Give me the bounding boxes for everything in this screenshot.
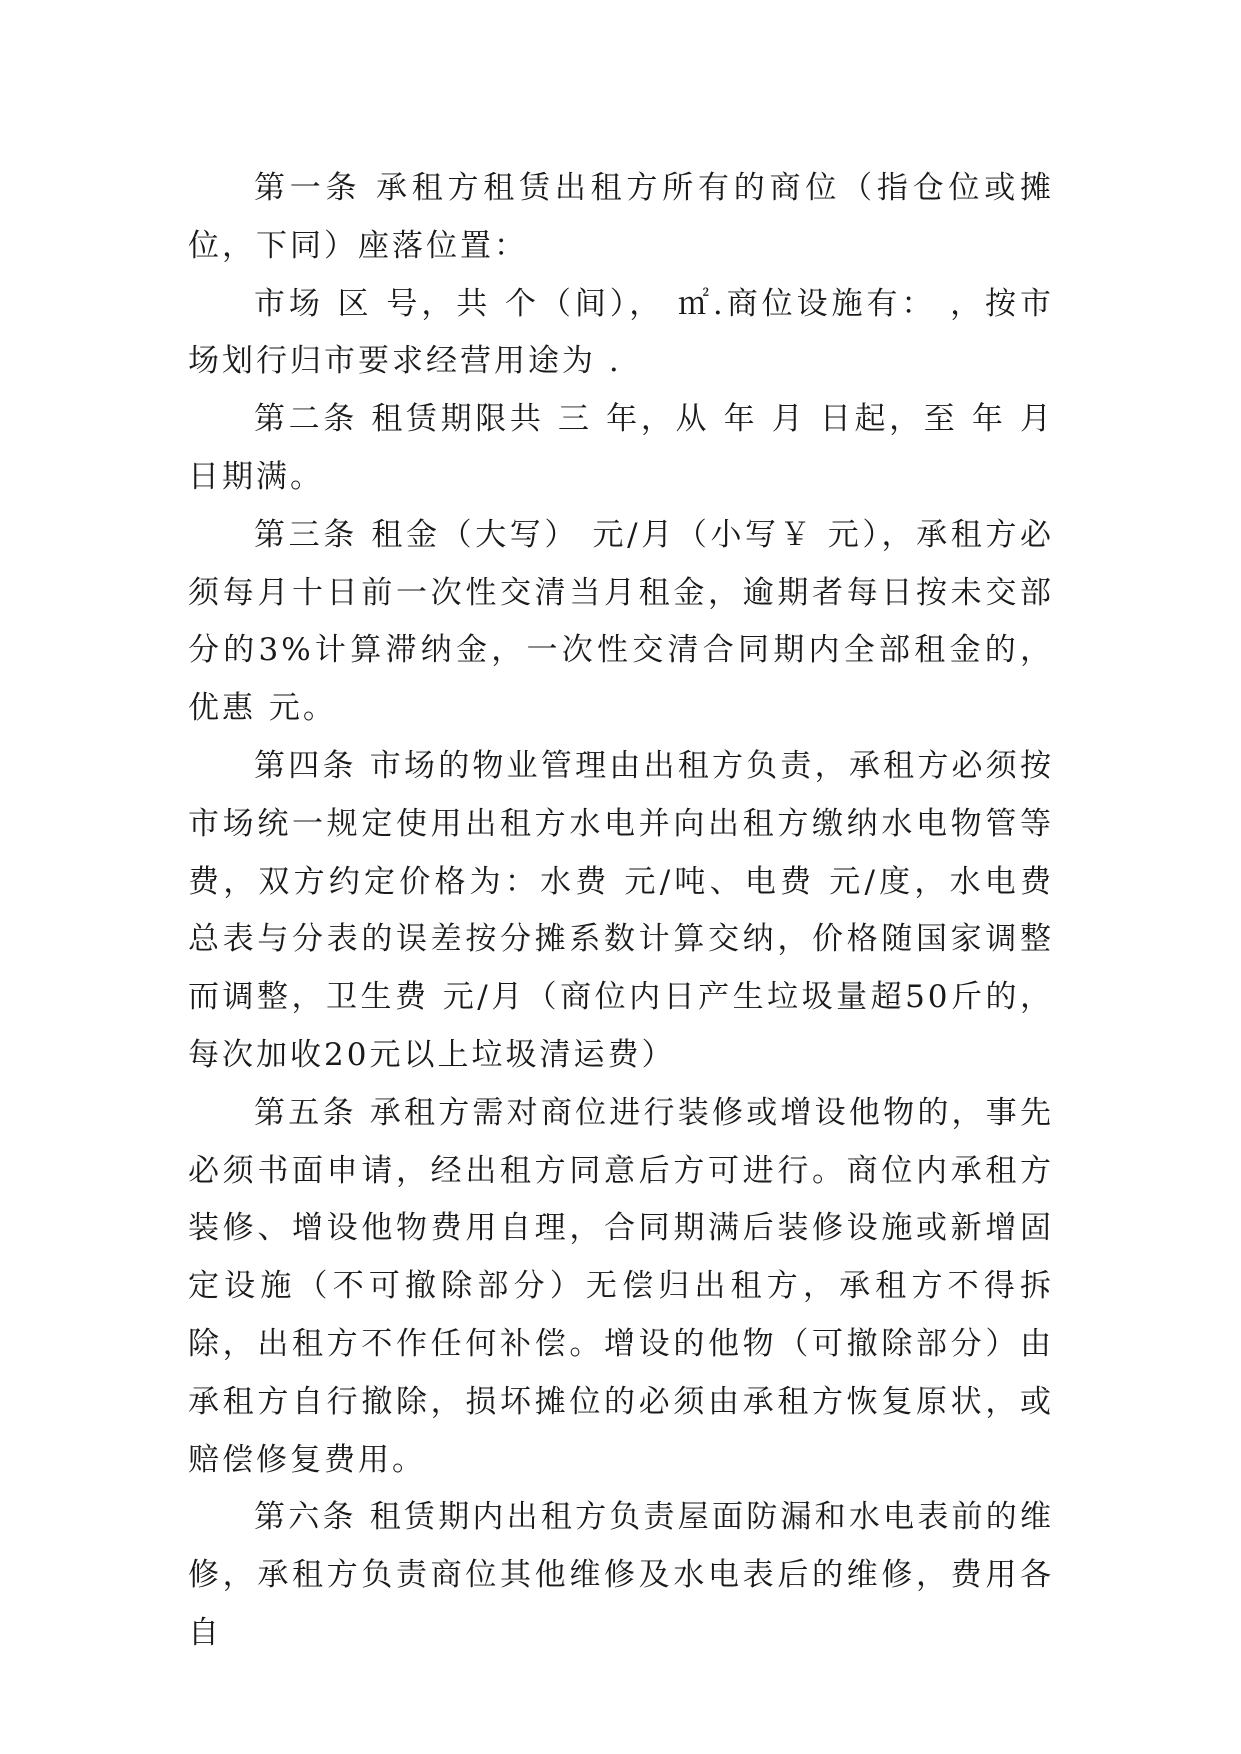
article-4-paragraph: 第四条 市场的物业管理由出租方负责，承租方必须按市场统一规定使用出租方水电并向出租方缴纳水电物管等费，双方约定价格为：水费 元/吨、电费 元/度，水电费总表与分表的误差按分摊系数计算交纳，价格随国家调整而调整，卫生费 元/月（商位内日产生垃圾量超50斤的，每次加收20元以上垃圾清运费） (188, 747, 1054, 1073)
market-location-paragraph: 市场 区 号，共 个（间）， ㎡.商位设施有： ，按市场划行归市要求经营用途为 . (188, 285, 1054, 380)
article-5-paragraph: 第五条 承租方需对商位进行装修或增设他物的，事先必须书面申请，经出租方同意后方可进行。商位内承租方装修、增设他物费用自理，合同期满后装修设施或新增固定设施（不可撤除部分）无偿归出租方，承租方不得拆除，出租方不作任何补偿。增设的他物（可撤除部分）由承租方自行撤除，损坏摊位的必须由承租方恢复原状，或赔偿修复费用。 (188, 1094, 1054, 1478)
article-6-paragraph: 第六条 租赁期内出租方负责屋面防漏和水电表前的维修，承租方负责商位其他维修及水电表后的维修，费用各自 (188, 1499, 1054, 1651)
article-3-paragraph: 第三条 租金（大写） 元/月（小写￥ 元），承租方必须每月十日前一次性交清当月租金，逾期者每日按未交部分的3%计算滞纳金，一次性交清合同期内全部租金的，优惠 元。 (188, 516, 1054, 727)
article-2-paragraph: 第二条 租赁期限共 三 年，从 年 月 日起，至 年 月 日期满。 (188, 401, 1054, 495)
article-1-paragraph: 第一条 承租方租赁出租方所有的商位（指仓位或摊位，下同）座落位置： (188, 170, 1054, 264)
document-body (188, 160, 1054, 1663)
